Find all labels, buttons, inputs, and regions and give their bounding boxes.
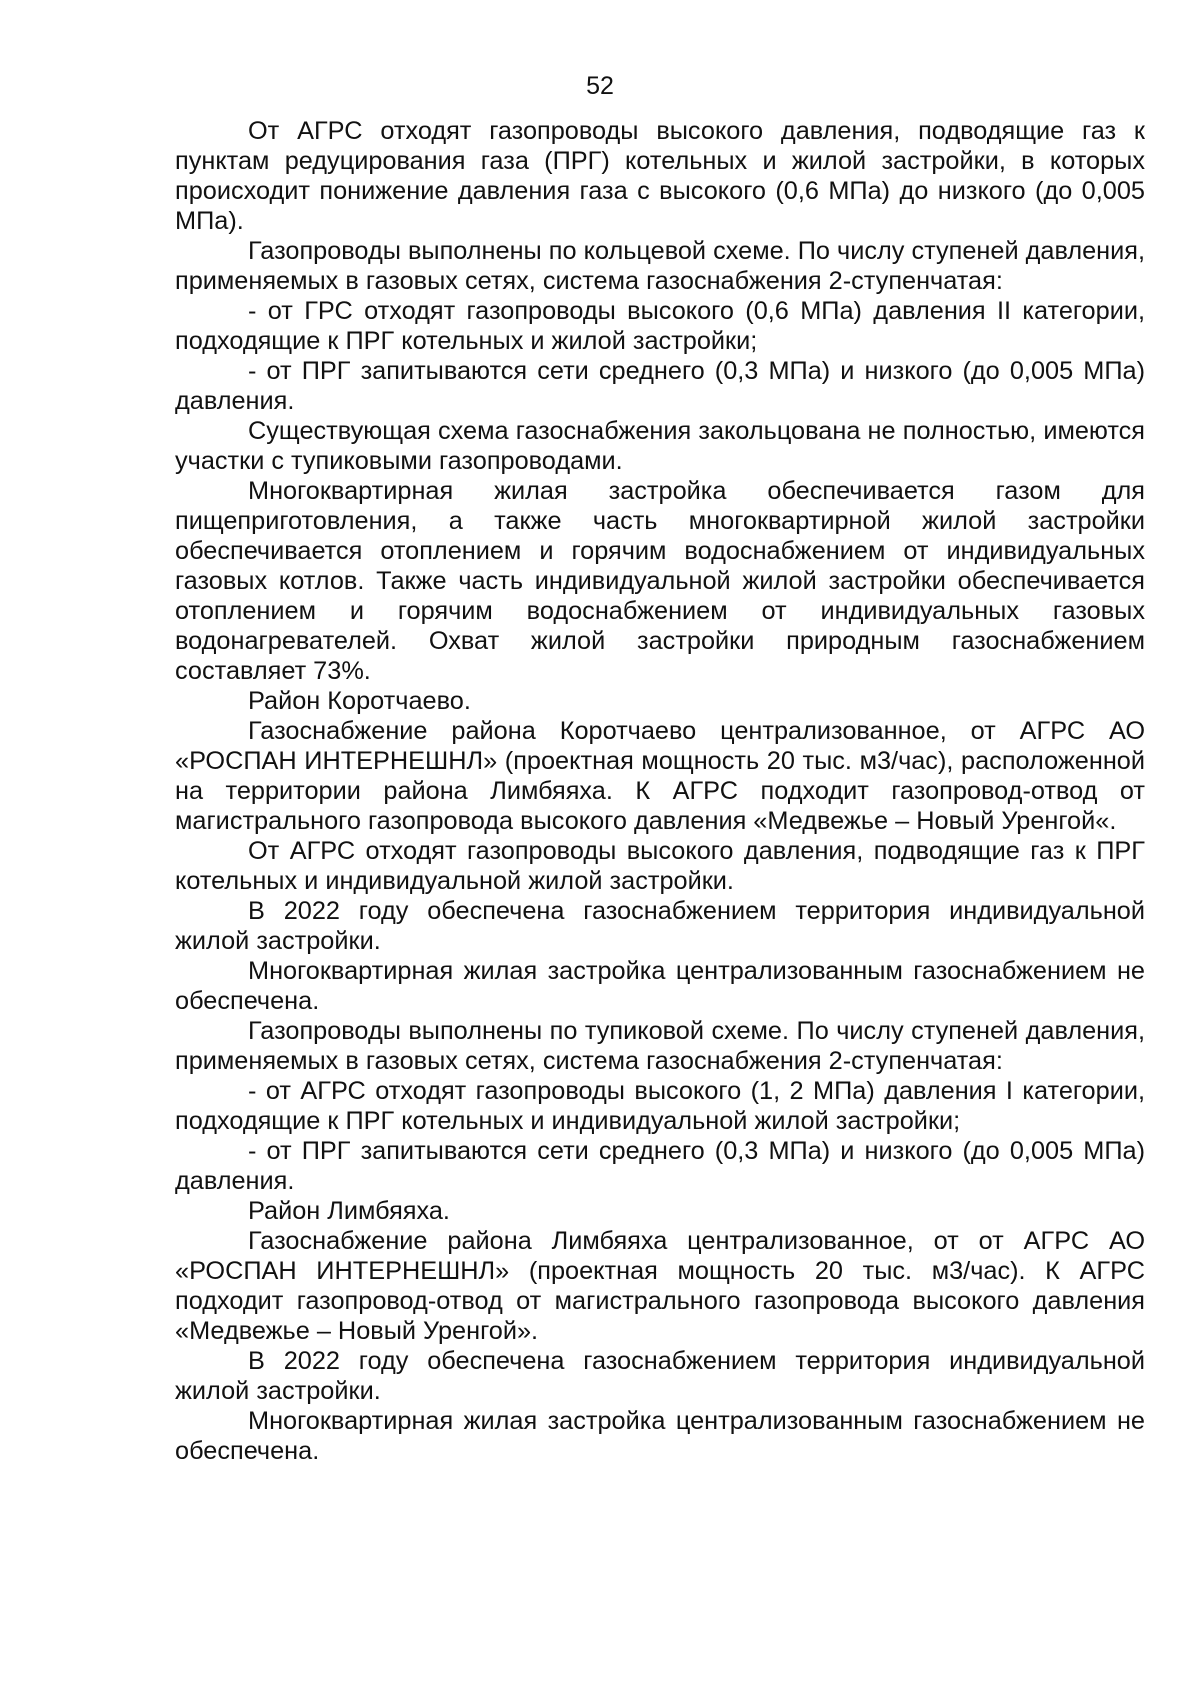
paragraph-agrs-pipelines: От АГРС отходят газопроводы высокого давления, подводящие газ к пунктам редуцирования газа (ПРГ) котельных и жилой застройки, в которых происходит понижение давления газа с высокого (0,6 МПа) до низкого (до 0,005 МПа).: [175, 117, 1145, 235]
paragraph-limbyayakha-supply: Газоснабжение района Лимбяяха централизованное, от от АГРС АО «РОСПАН ИНТЕРНЕШНЛ» (проектная мощность 20 тыс. м3/час). К АГРС подходит газопровод-отвод от магистрального газопровода высокого давления «Медвежье – Новый Уренгой».: [175, 1227, 1145, 1345]
list-item-agrs-high-pressure: - от АГРС отходят газопроводы высокого (1, 2 МПа) давления I категории, подходящие к ПРГ котельных и индивидуальной жилой застройки;: [175, 1077, 1145, 1135]
heading-limbyayakha: Район Лимбяяха.: [248, 1197, 450, 1225]
document-body: [175, 116, 1145, 1466]
heading-korotchaevo: Район Коротчаево.: [248, 687, 471, 715]
paragraph-korotchaevo-apartments: Многоквартирная жилая застройка централизованным газоснабжением не обеспечена.: [175, 957, 1145, 1015]
paragraph-dead-end-scheme: Газопроводы выполнены по тупиковой схеме. По числу ступеней давления, применяемых в газовых сетях, система газоснабжения 2-ступенчатая:: [175, 1017, 1145, 1075]
paragraph-limbyayakha-2022: В 2022 году обеспечена газоснабжением территория индивидуальной жилой застройки.: [175, 1347, 1145, 1405]
paragraph-korotchaevo-pipelines: От АГРС отходят газопроводы высокого давления, подводящие газ к ПРГ котельных и индивидуальной жилой застройки.: [175, 837, 1145, 895]
paragraph-korotchaevo-supply: Газоснабжение района Коротчаево централизованное, от АГРС АО «РОСПАН ИНТЕРНЕШНЛ» (проектная мощность 20 тыс. м3/час), расположенной на территории района Лимбяяха. К АГРС подходит газопровод-отвод от магистрального газопровода высокого давления «Медвежье – Новый Уренгой«.: [175, 717, 1145, 835]
list-item-grs-high-pressure: - от ГРС отходят газопроводы высокого (0,6 МПа) давления II категории, подходящие к ПРГ котельных и жилой застройки;: [175, 297, 1145, 355]
paragraph-partial-loop: Существующая схема газоснабжения закольцована не полностью, имеются участки с тупиковыми газопроводами.: [175, 417, 1145, 475]
paragraph-ring-scheme: Газопроводы выполнены по кольцевой схеме. По числу ступеней давления, применяемых в газовых сетях, система газоснабжения 2-ступенчатая:: [175, 237, 1145, 295]
list-item-prg-networks: - от ПРГ запитываются сети среднего (0,3 МПа) и низкого (до 0,005 МПа) давления.: [175, 357, 1145, 415]
paragraph-apartment-supply: Многоквартирная жилая застройка обеспечивается газом для пищеприготовления, а также часть многоквартирной жилой застройки обеспечивается отоплением и горячим водоснабжением от индивидуальных газовых котлов. Также часть индивидуальной жилой застройки обеспечивается отоплением и горячим водоснабжением от индивидуальных газовых водонагревателей. Охват жилой застройки природным газоснабжением составляет 73%.: [175, 477, 1145, 685]
paragraph-limbyayakha-apartments: Многоквартирная жилая застройка централизованным газоснабжением не обеспечена.: [175, 1407, 1145, 1465]
paragraph-korotchaevo-2022: В 2022 году обеспечена газоснабжением территория индивидуальной жилой застройки.: [175, 897, 1145, 955]
page-number: 52: [586, 72, 614, 100]
list-item-prg-networks-2: - от ПРГ запитываются сети среднего (0,3 МПа) и низкого (до 0,005 МПа) давления.: [175, 1137, 1145, 1195]
